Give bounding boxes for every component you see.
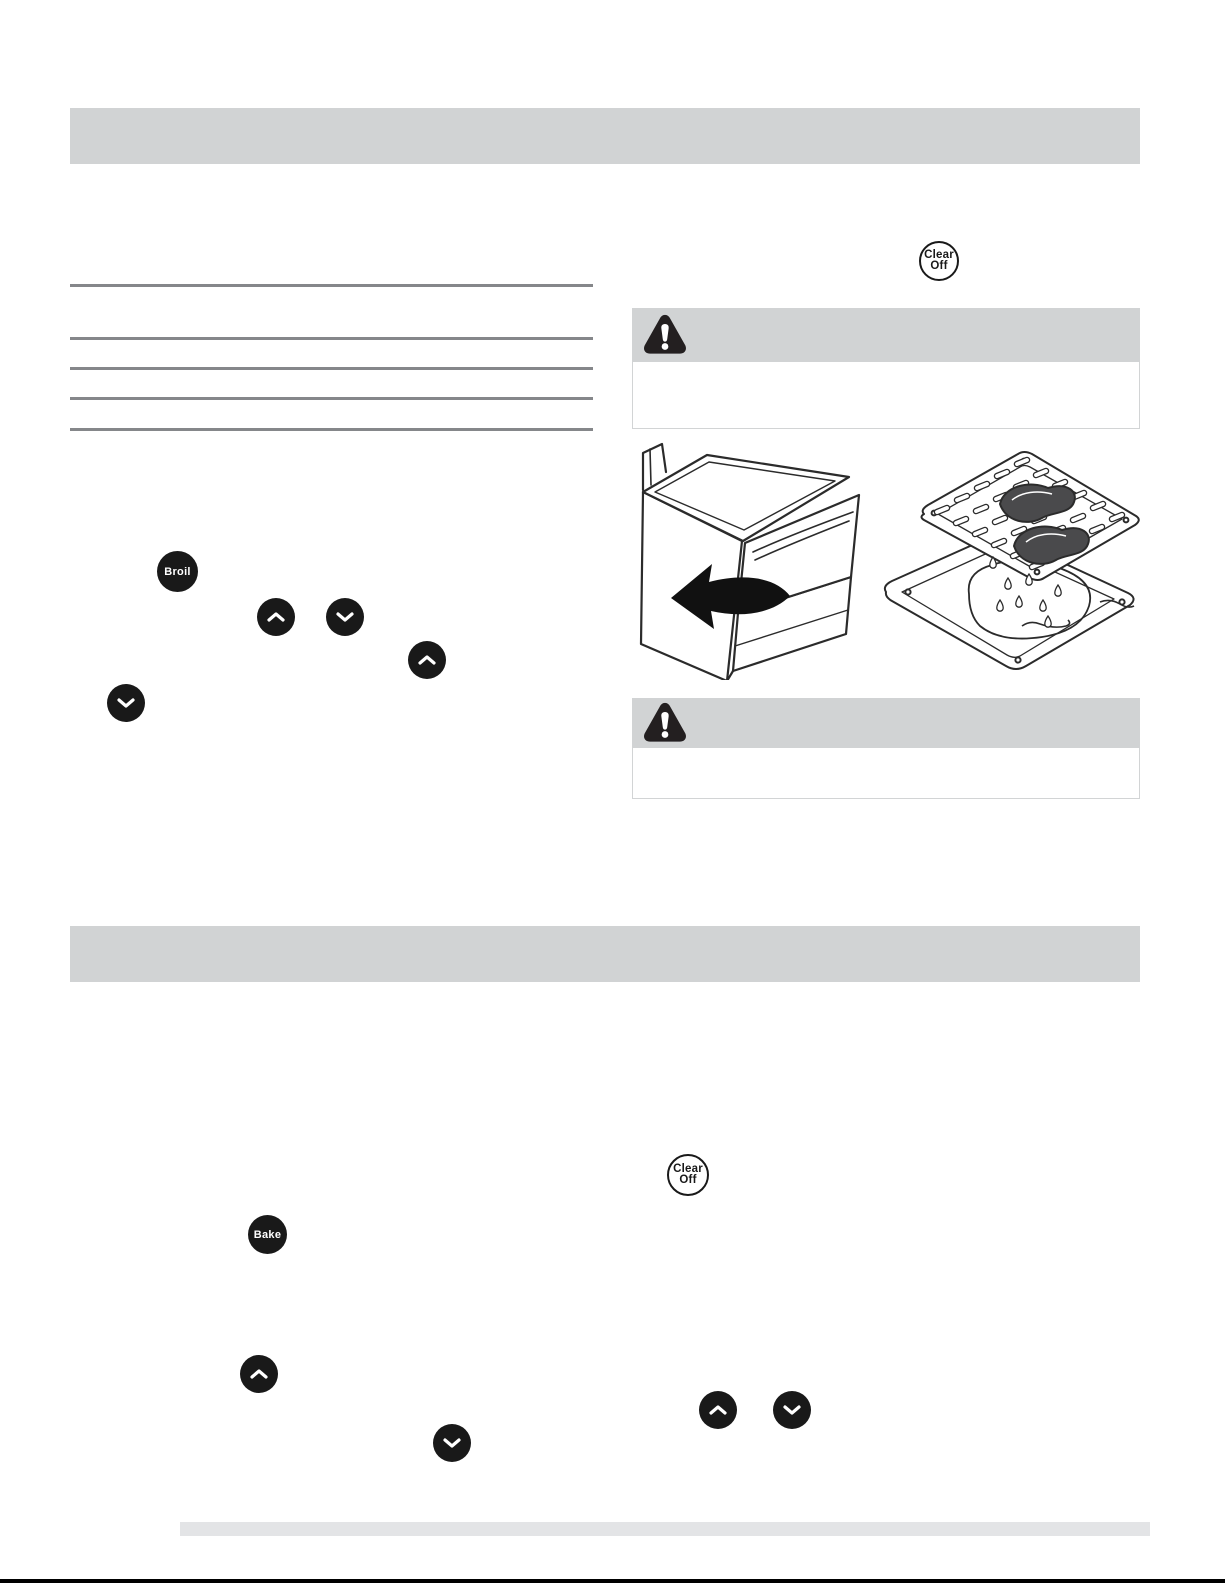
warning-body	[632, 748, 1140, 799]
down-arrow-pad	[773, 1391, 811, 1429]
chevron-down-icon	[116, 696, 136, 710]
table-rule	[70, 367, 593, 370]
down-arrow-pad	[326, 598, 364, 636]
alert-triangle-icon	[642, 313, 688, 357]
warning-band	[632, 698, 1140, 748]
chevron-up-icon	[266, 610, 286, 624]
bake-label: Bake	[253, 1228, 282, 1241]
up-arrow-pad	[240, 1355, 278, 1393]
page-bottom-rule	[0, 1579, 1225, 1583]
clear-off-label-line1: Clear	[673, 1162, 703, 1175]
table-rule	[70, 397, 593, 400]
bake-pad	[248, 1215, 287, 1254]
clear-off-label-line2: Off	[930, 260, 948, 272]
section-header-bar	[70, 108, 1140, 164]
alert-triangle-icon	[642, 701, 688, 745]
clear-off-label-line1: Clear	[924, 248, 954, 261]
broil-label: Broil	[164, 565, 191, 578]
table-rule	[70, 337, 593, 340]
table-rule	[70, 284, 593, 287]
chevron-up-icon	[249, 1367, 269, 1381]
clear-off-pad	[919, 241, 959, 281]
up-arrow-pad	[257, 598, 295, 636]
down-arrow-pad	[107, 684, 145, 722]
warning-body	[632, 362, 1140, 429]
chevron-down-icon	[442, 1436, 462, 1450]
chevron-down-icon	[335, 610, 355, 624]
footer-highlight-bar	[180, 1522, 1150, 1536]
clear-off-label-line2: Off	[679, 1174, 697, 1186]
warning-callout	[632, 308, 1140, 429]
up-arrow-pad	[408, 641, 446, 679]
section-header-bar	[70, 926, 1140, 982]
clear-off-pad	[667, 1154, 709, 1196]
table-rule	[70, 428, 593, 431]
range-with-open-door-and-arrow	[613, 440, 865, 680]
chevron-down-icon	[782, 1403, 802, 1417]
chevron-up-icon	[708, 1403, 728, 1417]
warning-band	[632, 308, 1140, 362]
chevron-up-icon	[417, 653, 437, 667]
broiler-pan-and-grid-with-meat	[872, 442, 1150, 678]
warning-callout	[632, 698, 1140, 799]
broil-pad	[157, 551, 198, 592]
down-arrow-pad	[433, 1424, 471, 1462]
up-arrow-pad	[699, 1391, 737, 1429]
